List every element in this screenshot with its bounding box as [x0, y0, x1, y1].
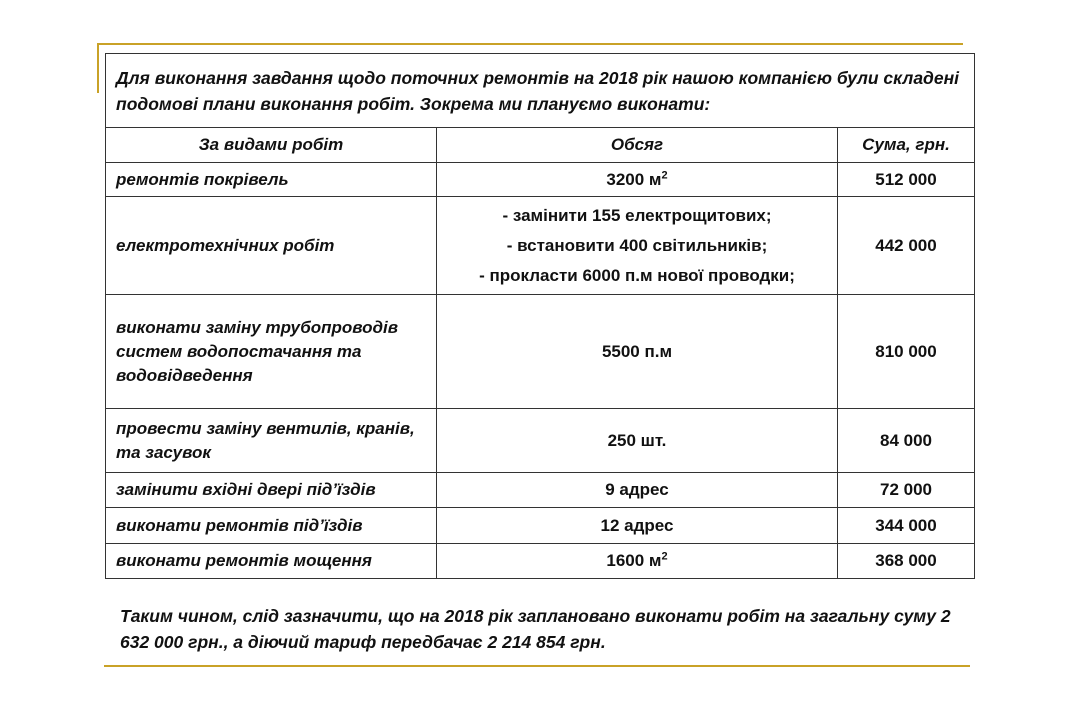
- work-type-cell: виконати ремонтів під’їздів: [106, 508, 437, 544]
- work-type-cell: електротехнічних робіт: [106, 197, 437, 295]
- volume-cell: [437, 544, 838, 578]
- table-row: [106, 197, 974, 295]
- work-type-cell: провести заміну вентилів, кранів, та засувок: [106, 409, 437, 473]
- decorative-left-line: [97, 43, 99, 93]
- volume-cell: [437, 197, 838, 295]
- volume-cell: 9 адрес: [437, 473, 838, 508]
- decorative-bottom-line: [104, 665, 970, 667]
- work-type-cell: виконати заміну трубопроводів систем водопостачання та водовідведення: [106, 295, 437, 409]
- header-work-type: За видами робіт: [106, 128, 437, 163]
- table-row: [106, 163, 974, 197]
- sum-cell: 84 000: [838, 409, 975, 473]
- work-type-cell: замінити вхідні двері під’їздів: [106, 473, 437, 508]
- intro-text: Для виконання завдання щодо поточних ремонтів на 2018 рік нашою компанією були складені подомові плани виконання робіт. Зокрема ми плануємо виконати:: [106, 54, 974, 128]
- volume-value: 3200 м: [606, 169, 662, 189]
- unit-superscript: 2: [661, 550, 668, 563]
- sum-cell: 344 000: [838, 508, 975, 544]
- volume-cell: 12 адрес: [437, 508, 838, 544]
- conclusion-text: Таким чином, слід зазначити, що на 2018 рік заплановано виконати робіт на загальну суму 2 632 000 грн., а діючий тариф передбачає 2 214 854 грн.: [120, 606, 951, 652]
- sum-cell: 442 000: [838, 197, 975, 295]
- sum-cell: 810 000: [838, 295, 975, 409]
- table-header-row: [106, 128, 974, 163]
- volume-cell: 250 шт.: [437, 409, 838, 473]
- header-volume: Обсяг: [437, 128, 838, 163]
- table-row: [106, 409, 974, 473]
- sum-cell: 72 000: [838, 473, 975, 508]
- volume-cell: [437, 163, 838, 197]
- table-row: [106, 473, 974, 508]
- work-type-cell: виконати ремонтів мощення: [106, 544, 437, 578]
- sum-cell: 512 000: [838, 163, 975, 197]
- table-row: [106, 544, 974, 578]
- sum-cell: 368 000: [838, 544, 975, 578]
- plan-frame: [105, 53, 975, 579]
- header-sum: Сума, грн.: [838, 128, 975, 163]
- volume-cell: 5500 п.м: [437, 295, 838, 409]
- volume-line: - замінити 155 електрощитових;: [502, 205, 772, 225]
- decorative-top-line: [97, 43, 963, 45]
- work-type-cell: ремонтів покрівель: [106, 163, 437, 197]
- table-row: [106, 295, 974, 409]
- volume-line: - встановити 400 світильників;: [506, 235, 768, 255]
- unit-superscript: 2: [661, 168, 668, 181]
- table-row: [106, 508, 974, 544]
- works-table: [106, 128, 974, 578]
- volume-line: - прокласти 6000 п.м нової проводки;: [479, 265, 795, 285]
- volume-value: 1600 м: [606, 550, 662, 570]
